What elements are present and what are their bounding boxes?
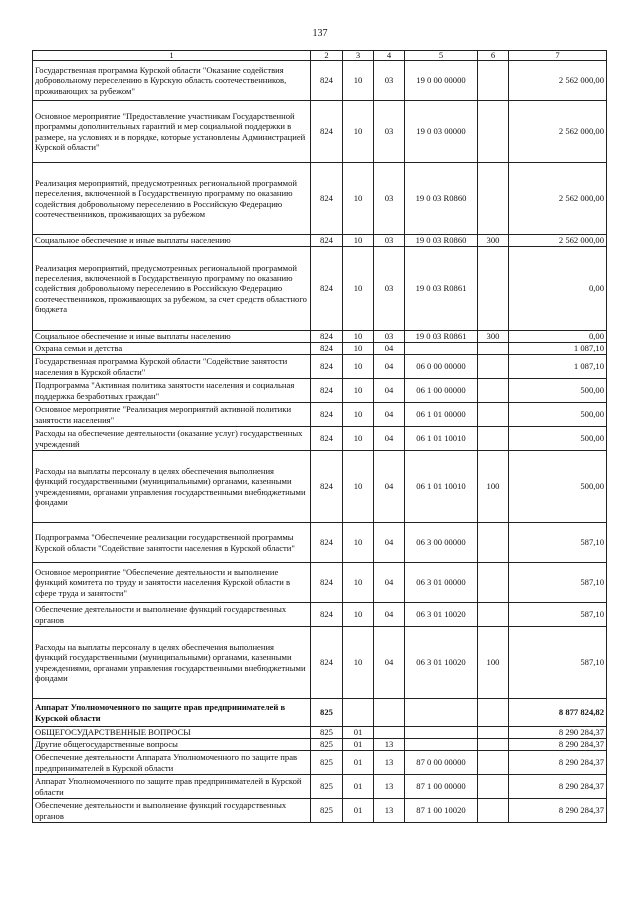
row-amount: 587,10 bbox=[509, 523, 607, 563]
header-cell: 7 bbox=[509, 51, 607, 61]
row-ministry-code: 824 bbox=[311, 61, 343, 101]
row-amount: 587,10 bbox=[509, 563, 607, 603]
row-section: 01 bbox=[343, 751, 374, 775]
row-description: Другие общегосударственные вопросы bbox=[33, 739, 311, 751]
row-expense-type bbox=[478, 603, 509, 627]
table-row bbox=[33, 751, 607, 775]
row-ministry-code: 824 bbox=[311, 523, 343, 563]
header-cell: 1 bbox=[33, 51, 311, 61]
row-subsection: 04 bbox=[374, 427, 405, 451]
row-amount: 8 877 824,82 bbox=[509, 699, 607, 727]
row-target-article: 19 0 03 R0861 bbox=[405, 331, 478, 343]
row-subsection: 04 bbox=[374, 603, 405, 627]
row-ministry-code: 824 bbox=[311, 403, 343, 427]
row-description: Аппарат Уполномоченного по защите прав предпринимателей в Курской области bbox=[33, 699, 311, 727]
row-description: Государственная программа Курской области "Содействие занятости населения в Курской области" bbox=[33, 355, 311, 379]
row-subsection: 03 bbox=[374, 61, 405, 101]
row-expense-type bbox=[478, 775, 509, 799]
row-section: 10 bbox=[343, 163, 374, 235]
row-expense-type bbox=[478, 563, 509, 603]
row-amount: 500,00 bbox=[509, 427, 607, 451]
row-subsection bbox=[374, 727, 405, 739]
row-ministry-code: 824 bbox=[311, 163, 343, 235]
row-target-article: 06 1 01 10010 bbox=[405, 451, 478, 523]
row-section: 10 bbox=[343, 61, 374, 101]
table-row bbox=[33, 331, 607, 343]
row-subsection: 04 bbox=[374, 403, 405, 427]
row-target-article bbox=[405, 727, 478, 739]
row-target-article bbox=[405, 739, 478, 751]
row-subsection: 13 bbox=[374, 799, 405, 823]
row-ministry-code: 824 bbox=[311, 563, 343, 603]
row-section: 10 bbox=[343, 331, 374, 343]
row-section: 10 bbox=[343, 451, 374, 523]
row-description: Основное мероприятие "Реализация мероприятий активной политики занятости населения" bbox=[33, 403, 311, 427]
row-expense-type bbox=[478, 799, 509, 823]
row-description: Аппарат Уполномоченного по защите прав предпринимателей в Курской области bbox=[33, 775, 311, 799]
row-subsection: 03 bbox=[374, 101, 405, 163]
row-section: 01 bbox=[343, 739, 374, 751]
row-subsection bbox=[374, 699, 405, 727]
row-expense-type bbox=[478, 523, 509, 563]
table-row bbox=[33, 451, 607, 523]
row-subsection: 03 bbox=[374, 163, 405, 235]
row-description: Расходы на выплаты персоналу в целях обеспечения выполнения функций государственными (муниципальными) органами, казенными учреждениями, органами управления государственными внебюджетными фондами bbox=[33, 627, 311, 699]
row-description: Охрана семьи и детства bbox=[33, 343, 311, 355]
row-section: 10 bbox=[343, 355, 374, 379]
row-description: Реализация мероприятий, предусмотренных региональной программой переселения, включенной в Государственную программу по оказанию содействия добровольному переселению в Российскую Федерацию соотечественников, проживающих за рубежом bbox=[33, 163, 311, 235]
row-expense-type bbox=[478, 427, 509, 451]
table-row bbox=[33, 101, 607, 163]
row-description: Обеспечение деятельности и выполнение функций государственных органов bbox=[33, 603, 311, 627]
row-amount: 500,00 bbox=[509, 379, 607, 403]
row-subsection: 03 bbox=[374, 331, 405, 343]
table-row bbox=[33, 61, 607, 101]
row-expense-type bbox=[478, 727, 509, 739]
row-ministry-code: 824 bbox=[311, 247, 343, 331]
row-description: Обеспечение деятельности Аппарата Уполномоченного по защите прав предпринимателей в Курской области bbox=[33, 751, 311, 775]
row-ministry-code: 824 bbox=[311, 101, 343, 163]
row-description: Расходы на выплаты персоналу в целях обеспечения выполнения функций государственными (муниципальными) органами, казенными учреждениями, органами управления государственными внебюджетными фондами bbox=[33, 451, 311, 523]
row-description: Подпрограмма "Обеспечение реализации государственной программы Курской области "Содействие занятости населения в Курской области" bbox=[33, 523, 311, 563]
row-ministry-code: 824 bbox=[311, 379, 343, 403]
row-subsection: 04 bbox=[374, 523, 405, 563]
row-amount: 8 290 284,37 bbox=[509, 727, 607, 739]
row-description: Подпрограмма "Активная политика занятости населения и социальная поддержка безработных граждан" bbox=[33, 379, 311, 403]
row-target-article: 87 0 00 00000 bbox=[405, 751, 478, 775]
row-amount: 0,00 bbox=[509, 331, 607, 343]
row-amount: 1 087,10 bbox=[509, 343, 607, 355]
row-amount: 587,10 bbox=[509, 627, 607, 699]
row-ministry-code: 824 bbox=[311, 427, 343, 451]
row-section: 10 bbox=[343, 379, 374, 403]
row-expense-type bbox=[478, 699, 509, 727]
row-amount: 500,00 bbox=[509, 451, 607, 523]
row-subsection: 03 bbox=[374, 247, 405, 331]
row-expense-type bbox=[478, 163, 509, 235]
row-subsection: 04 bbox=[374, 379, 405, 403]
table-row bbox=[33, 563, 607, 603]
row-target-article: 06 3 01 10020 bbox=[405, 603, 478, 627]
row-description: ОБЩЕГОСУДАРСТВЕННЫЕ ВОПРОСЫ bbox=[33, 727, 311, 739]
row-expense-type bbox=[478, 379, 509, 403]
row-section: 10 bbox=[343, 523, 374, 563]
row-expense-type: 100 bbox=[478, 627, 509, 699]
table-row bbox=[33, 739, 607, 751]
row-subsection: 13 bbox=[374, 751, 405, 775]
row-target-article: 19 0 03 R0861 bbox=[405, 247, 478, 331]
row-expense-type: 100 bbox=[478, 451, 509, 523]
header-cell: 2 bbox=[311, 51, 343, 61]
row-ministry-code: 824 bbox=[311, 603, 343, 627]
row-subsection: 04 bbox=[374, 627, 405, 699]
row-target-article: 06 0 00 00000 bbox=[405, 355, 478, 379]
row-description: Основное мероприятие "Предоставление участникам Государственной программы дополнительных гарантий и мер социальной поддержки в размере, на условиях и в порядке, которые установлены Администрацией Курской области" bbox=[33, 101, 311, 163]
table-row bbox=[33, 235, 607, 247]
row-section bbox=[343, 699, 374, 727]
row-ministry-code: 824 bbox=[311, 451, 343, 523]
row-section: 10 bbox=[343, 343, 374, 355]
row-target-article: 06 3 00 00000 bbox=[405, 523, 478, 563]
row-amount: 2 562 000,00 bbox=[509, 235, 607, 247]
header-cell: 5 bbox=[405, 51, 478, 61]
row-section: 10 bbox=[343, 403, 374, 427]
budget-table bbox=[32, 50, 607, 823]
row-ministry-code: 824 bbox=[311, 235, 343, 247]
table-header-row bbox=[33, 51, 607, 61]
row-section: 10 bbox=[343, 427, 374, 451]
row-target-article: 19 0 00 00000 bbox=[405, 61, 478, 101]
table-row bbox=[33, 627, 607, 699]
row-target-article: 06 3 01 10020 bbox=[405, 627, 478, 699]
row-description: Обеспечение деятельности и выполнение функций государственных органов bbox=[33, 799, 311, 823]
row-amount: 8 290 284,37 bbox=[509, 751, 607, 775]
row-description: Основное мероприятие "Обеспечение деятельности и выполнение функций комитета по труду и занятости населения Курской области в сфере труда и занятости" bbox=[33, 563, 311, 603]
row-description: Социальное обеспечение и иные выплаты населению bbox=[33, 331, 311, 343]
row-ministry-code: 824 bbox=[311, 343, 343, 355]
row-ministry-code: 824 bbox=[311, 355, 343, 379]
table-row bbox=[33, 163, 607, 235]
table-row bbox=[33, 427, 607, 451]
table-row bbox=[33, 699, 607, 727]
row-amount: 587,10 bbox=[509, 603, 607, 627]
row-amount: 0,00 bbox=[509, 247, 607, 331]
page-number: 137 bbox=[312, 28, 328, 39]
row-subsection: 04 bbox=[374, 343, 405, 355]
header-cell: 4 bbox=[374, 51, 405, 61]
row-target-article: 19 0 03 R0860 bbox=[405, 235, 478, 247]
row-amount: 2 562 000,00 bbox=[509, 163, 607, 235]
row-section: 01 bbox=[343, 727, 374, 739]
row-expense-type bbox=[478, 247, 509, 331]
row-section: 01 bbox=[343, 799, 374, 823]
row-target-article bbox=[405, 699, 478, 727]
row-target-article bbox=[405, 343, 478, 355]
row-description: Государственная программа Курской области "Оказание содействия добровольному переселению в Курскую область соотечественников, проживающих за рубежом" bbox=[33, 61, 311, 101]
row-expense-type bbox=[478, 355, 509, 379]
row-expense-type bbox=[478, 343, 509, 355]
header-cell: 3 bbox=[343, 51, 374, 61]
table-row bbox=[33, 523, 607, 563]
row-section: 10 bbox=[343, 247, 374, 331]
row-target-article: 87 1 00 10020 bbox=[405, 799, 478, 823]
row-amount: 2 562 000,00 bbox=[509, 101, 607, 163]
row-description: Расходы на обеспечение деятельности (оказание услуг) государственных учреждений bbox=[33, 427, 311, 451]
row-ministry-code: 825 bbox=[311, 751, 343, 775]
row-subsection: 13 bbox=[374, 775, 405, 799]
row-target-article: 06 1 00 00000 bbox=[405, 379, 478, 403]
row-amount: 1 087,10 bbox=[509, 355, 607, 379]
row-expense-type bbox=[478, 751, 509, 775]
row-section: 01 bbox=[343, 775, 374, 799]
row-ministry-code: 825 bbox=[311, 799, 343, 823]
row-expense-type: 300 bbox=[478, 235, 509, 247]
table-row bbox=[33, 247, 607, 331]
row-expense-type bbox=[478, 61, 509, 101]
row-description: Социальное обеспечение и иные выплаты населению bbox=[33, 235, 311, 247]
row-section: 10 bbox=[343, 563, 374, 603]
row-amount: 8 290 284,37 bbox=[509, 799, 607, 823]
table-row bbox=[33, 355, 607, 379]
table-row bbox=[33, 727, 607, 739]
row-expense-type bbox=[478, 403, 509, 427]
row-target-article: 06 1 01 10010 bbox=[405, 427, 478, 451]
row-expense-type bbox=[478, 101, 509, 163]
row-ministry-code: 825 bbox=[311, 739, 343, 751]
row-target-article: 19 0 03 R0860 bbox=[405, 163, 478, 235]
row-amount: 2 562 000,00 bbox=[509, 61, 607, 101]
row-subsection: 13 bbox=[374, 739, 405, 751]
table-row bbox=[33, 379, 607, 403]
header-cell: 6 bbox=[478, 51, 509, 61]
row-target-article: 19 0 03 00000 bbox=[405, 101, 478, 163]
row-ministry-code: 825 bbox=[311, 775, 343, 799]
row-subsection: 04 bbox=[374, 563, 405, 603]
row-target-article: 06 1 01 00000 bbox=[405, 403, 478, 427]
table-row bbox=[33, 603, 607, 627]
table-row bbox=[33, 403, 607, 427]
row-amount: 8 290 284,37 bbox=[509, 739, 607, 751]
row-subsection: 03 bbox=[374, 235, 405, 247]
row-expense-type bbox=[478, 739, 509, 751]
row-subsection: 04 bbox=[374, 451, 405, 523]
row-amount: 8 290 284,37 bbox=[509, 775, 607, 799]
table-row bbox=[33, 343, 607, 355]
row-expense-type: 300 bbox=[478, 331, 509, 343]
table-row bbox=[33, 775, 607, 799]
row-ministry-code: 824 bbox=[311, 627, 343, 699]
row-subsection: 04 bbox=[374, 355, 405, 379]
row-ministry-code: 825 bbox=[311, 727, 343, 739]
table-row bbox=[33, 799, 607, 823]
row-ministry-code: 825 bbox=[311, 699, 343, 727]
row-section: 10 bbox=[343, 627, 374, 699]
row-section: 10 bbox=[343, 603, 374, 627]
row-target-article: 87 1 00 00000 bbox=[405, 775, 478, 799]
row-section: 10 bbox=[343, 101, 374, 163]
row-amount: 500,00 bbox=[509, 403, 607, 427]
row-description: Реализация мероприятий, предусмотренных региональной программой переселения, включенной в Государственную программу по оказанию содействия добровольному переселению в Российскую Федерацию соотечественников, проживающих за рубежом, за счет средств областного бюджета bbox=[33, 247, 311, 331]
row-target-article: 06 3 01 00000 bbox=[405, 563, 478, 603]
row-ministry-code: 824 bbox=[311, 331, 343, 343]
row-section: 10 bbox=[343, 235, 374, 247]
